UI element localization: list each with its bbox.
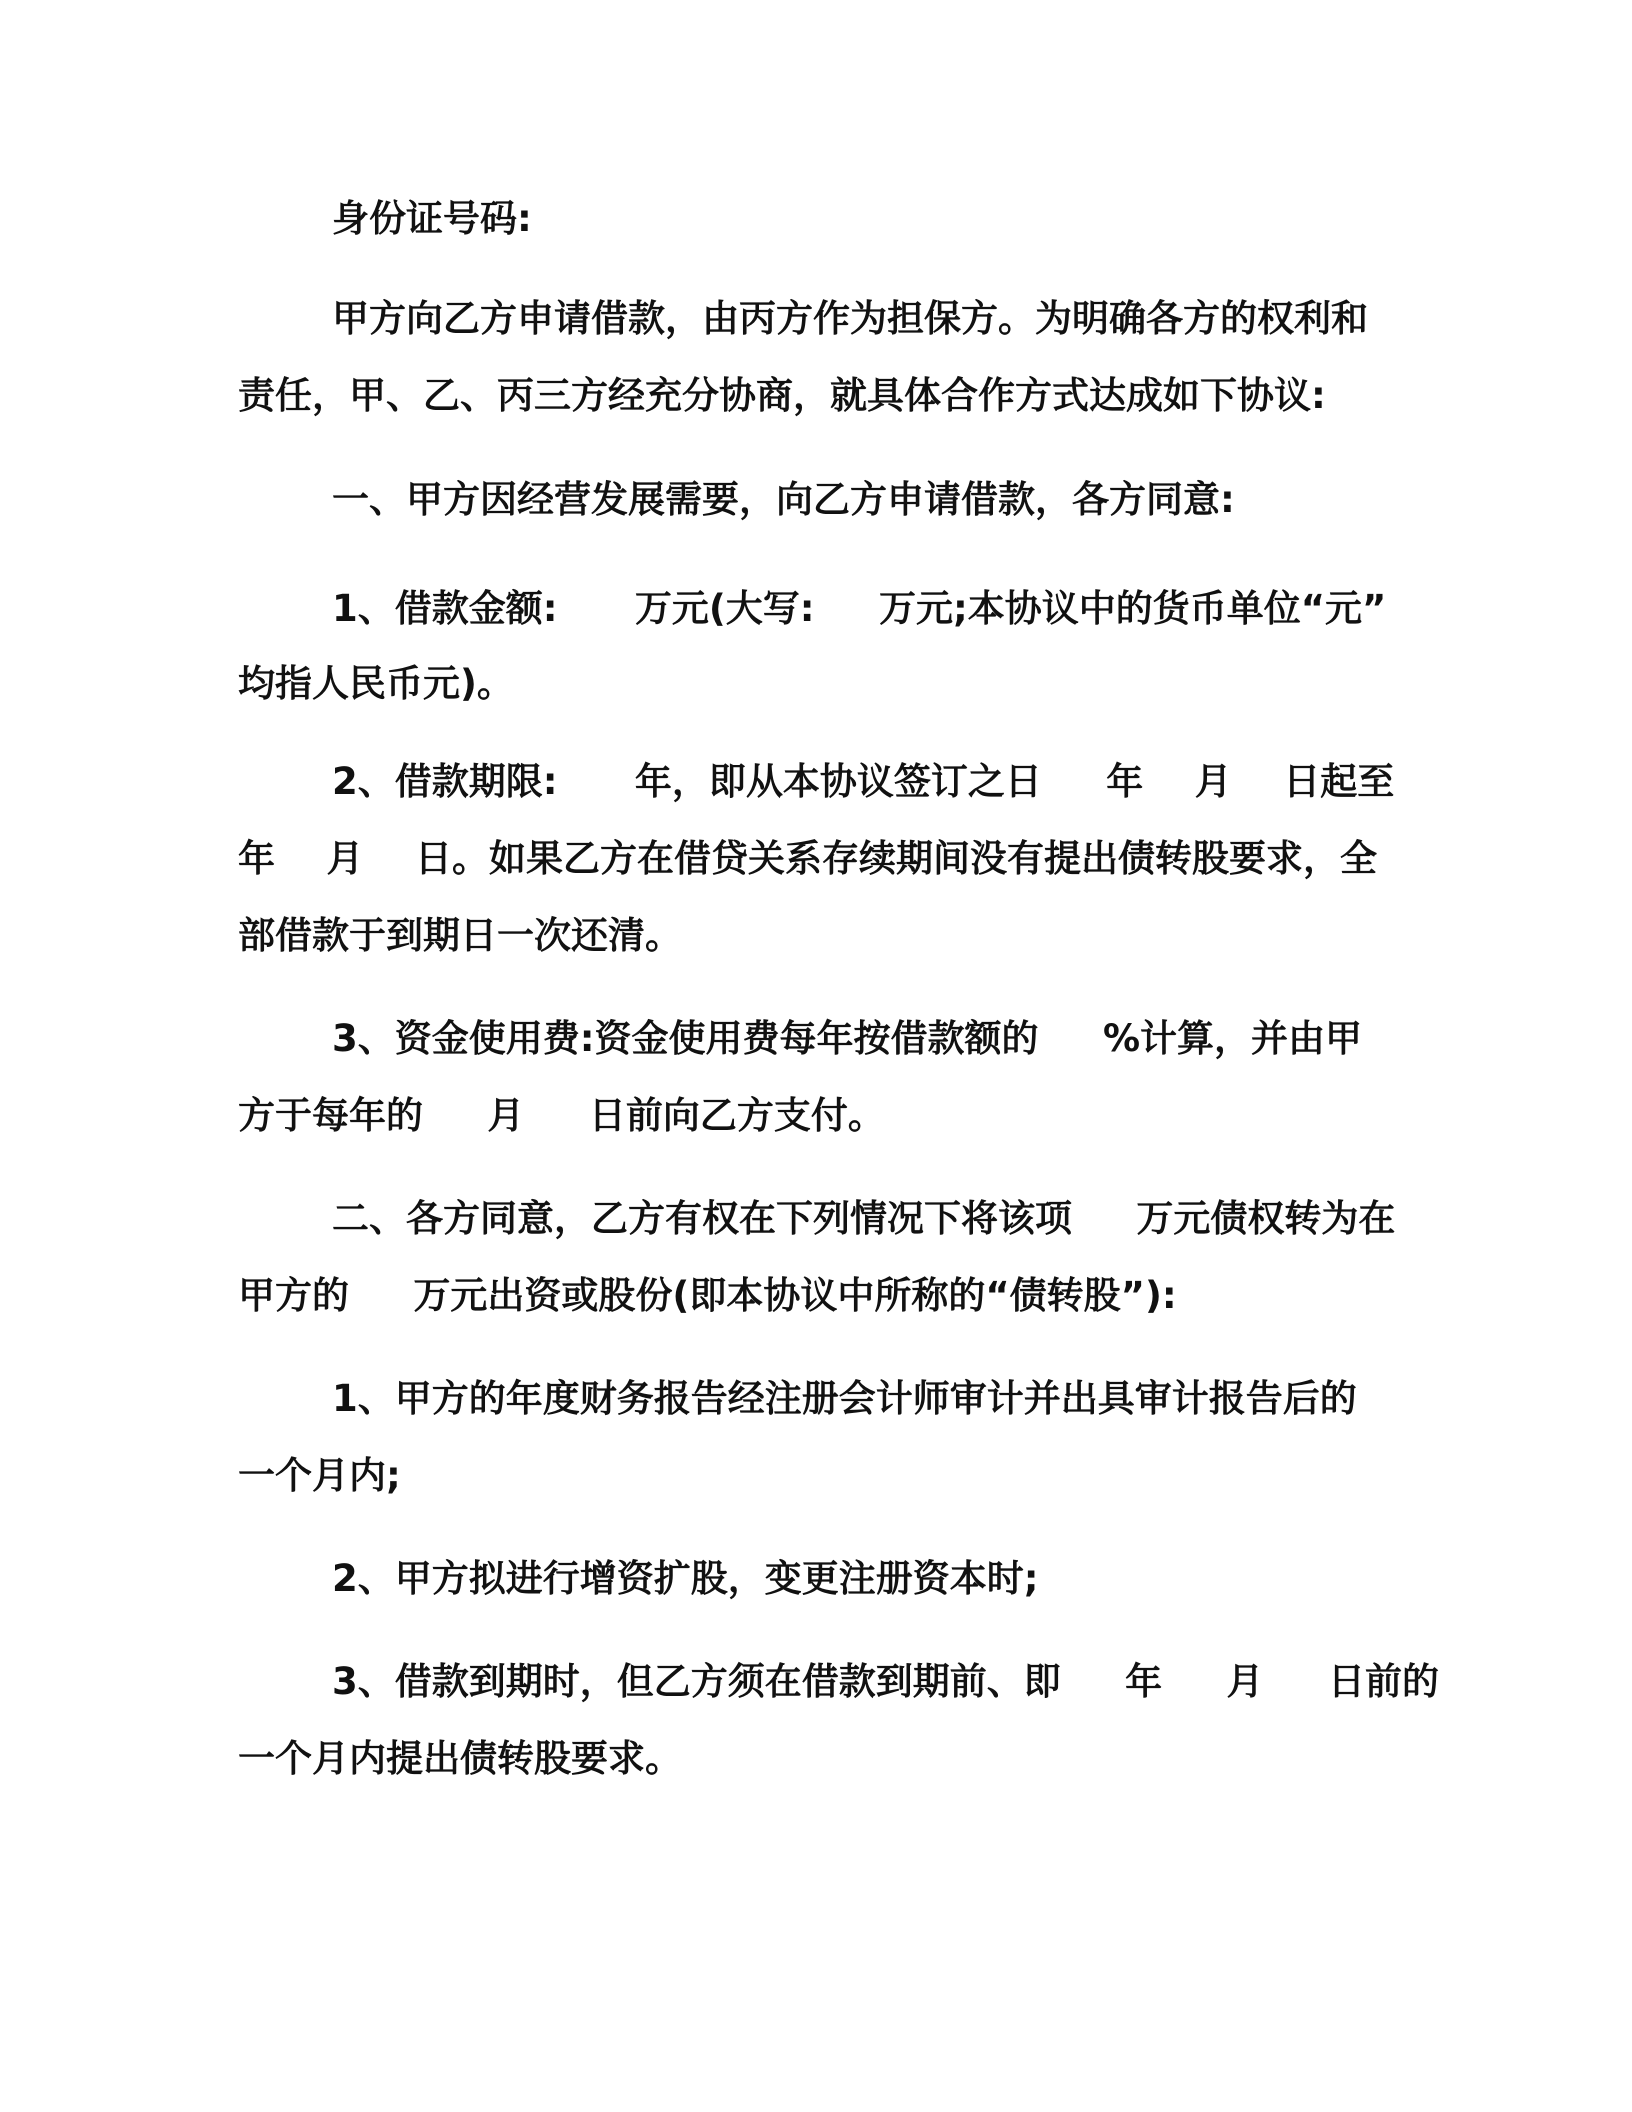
condition-1-line-2: 一个月内; [238, 1454, 401, 1497]
condition-2-line: 2、甲方拟进行增资扩股，变更注册资本时; [332, 1557, 1039, 1600]
loan-amount-line-1: 1、借款金额: 万元(大写: 万元;本协议中的货币单位“元” [332, 587, 1387, 630]
loan-term-line-3: 部借款于到期日一次还清。 [238, 914, 682, 957]
clause-1-heading: 一、甲方因经营发展需要，向乙方申请借款，各方同意: [332, 478, 1235, 521]
loan-amount-line-2: 均指人民币元)。 [238, 662, 514, 705]
condition-3-line-2: 一个月内提出债转股要求。 [238, 1737, 682, 1780]
fund-fee-line-2: 方于每年的 月 日前向乙方支付。 [238, 1094, 885, 1137]
condition-1-line-1: 1、甲方的年度财务报告经注册会计师审计并出具审计报告后的 [332, 1377, 1357, 1420]
condition-3-line-1: 3、借款到期时，但乙方须在借款到期前、即 年 月 日前的 [332, 1660, 1439, 1703]
loan-term-line-1: 2、借款期限: 年，即从本协议签订之日 年 月 日起至 [332, 760, 1395, 803]
id-number-label: 身份证号码: [332, 197, 532, 240]
loan-term-line-2: 年 月 日。如果乙方在借贷关系存续期间没有提出债转股要求，全 [238, 837, 1378, 880]
intro-paragraph-line-2: 责任，甲、乙、丙三方经充分协商，就具体合作方式达成如下协议: [238, 374, 1326, 417]
clause-2-line-1: 二、各方同意，乙方有权在下列情况下将该项 万元债权转为在 [332, 1197, 1396, 1240]
intro-paragraph-line-1: 甲方向乙方申请借款，由丙方作为担保方。为明确各方的权利和 [332, 297, 1368, 340]
fund-fee-line-1: 3、资金使用费:资金使用费每年按借款额的 %计算，并由甲 [332, 1017, 1363, 1060]
clause-2-line-2: 甲方的 万元出资或股份(即本协议中所称的“债转股”): [238, 1274, 1177, 1317]
